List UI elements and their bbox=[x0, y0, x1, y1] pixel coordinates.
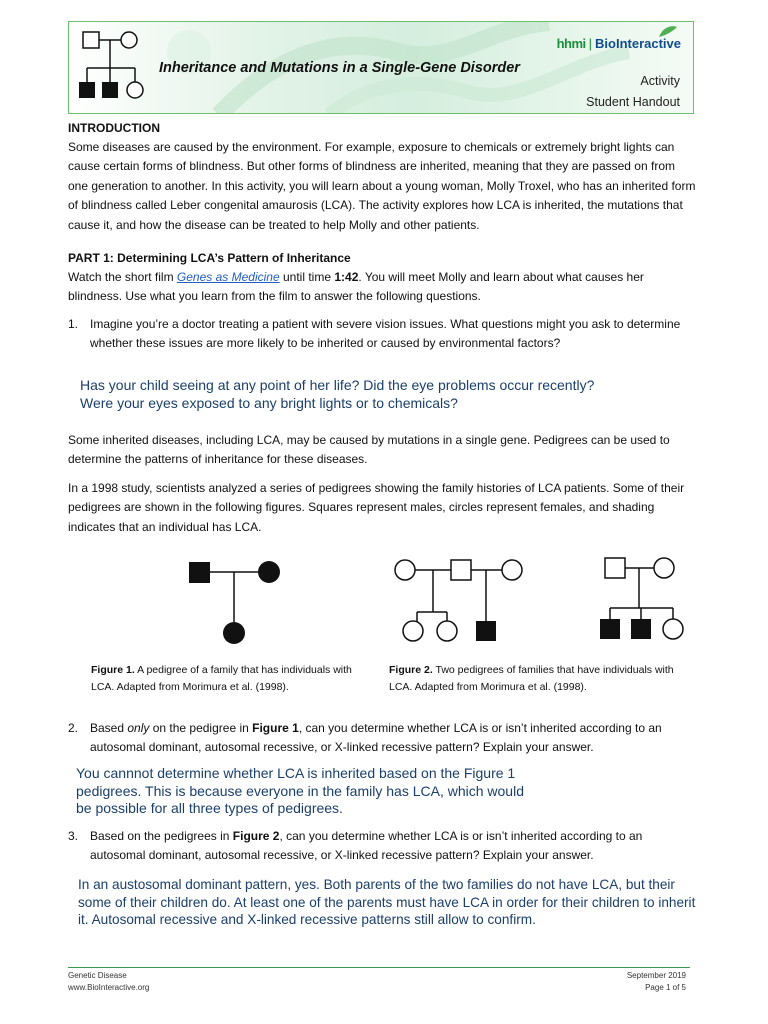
genes-as-medicine-link[interactable]: Genes as Medicine bbox=[176, 270, 280, 284]
answer-3-line-2: some of their children do. At least one of the parents must have LCA in order for their children to inherit bbox=[78, 894, 696, 910]
fig1-father-affected bbox=[189, 562, 210, 583]
answer-2-line-1: You cannnot determine whether LCA is inherited based on the Figure 1 bbox=[76, 765, 516, 781]
film-time: 1:42 bbox=[334, 270, 359, 284]
figure-2-label: Figure 2. bbox=[389, 664, 433, 676]
figure-1-caption-text: A pedigree of a family that has individuals with LCA. Adapted from Morimura et al. (1998). bbox=[91, 664, 352, 693]
fig2b-mother bbox=[654, 558, 674, 578]
question-3-number: 3. bbox=[68, 829, 79, 843]
footer-right bbox=[627, 970, 686, 994]
footer-website: www.BioInteractive.org bbox=[68, 983, 150, 992]
fig2b-son-2-affected bbox=[631, 619, 651, 639]
fig1-daughter-affected bbox=[223, 622, 245, 644]
q2-text-mid: on the pedigree in bbox=[149, 721, 253, 735]
fig2b-daughter bbox=[663, 619, 683, 639]
figure-2-pedigree-b bbox=[598, 553, 688, 648]
part1-heading: PART 1: Determining LCA’s Pattern of Inheritance bbox=[68, 251, 351, 265]
footer-divider bbox=[68, 967, 690, 968]
brand-hhmi: hhmi bbox=[556, 36, 586, 51]
part1-intro-mid: until time bbox=[279, 270, 335, 284]
figure-1-label: Figure 1. bbox=[91, 664, 135, 676]
fig1-mother-affected bbox=[258, 561, 280, 583]
q2-only: only bbox=[127, 721, 150, 735]
fig2a-mother bbox=[395, 560, 415, 580]
question-1-number: 1. bbox=[68, 317, 79, 331]
brand-separator: | bbox=[588, 36, 593, 51]
answer-1-line-2: Were your eyes exposed to any bright lights or to chemicals? bbox=[80, 394, 458, 411]
footer-page-number: Page 1 of 5 bbox=[645, 983, 686, 992]
answer-2-line-3: be possible for all three types of pedigrees. bbox=[76, 800, 343, 816]
part1-intro-before: Watch the short film bbox=[68, 270, 177, 284]
q2-figure-ref: Figure 1 bbox=[252, 721, 299, 735]
pedigree-intro-paragraph: Some inherited diseases, including LCA, may be caused by mutations in a single gene. Pedigrees can be used to determine the patterns of inheritance for these diseases. bbox=[68, 433, 670, 467]
answer-1-line-1: Has your child seeing at any point of her life? Did the eye problems occur recently? bbox=[80, 377, 595, 393]
q2-text-after: , can you determine whether LCA is or isn’t inherited according to an autosomal dominant, autosomal recessive, or X-linked recessive pattern? Explain your answer. bbox=[90, 721, 662, 755]
q2-text-before: Based bbox=[90, 721, 128, 735]
part1-intro bbox=[68, 268, 698, 307]
question-1-text: Imagine you’re a doctor treating a patient with severe vision issues. What questions might you ask to determine whether these issues are more likely to be inherited or caused by environmental factors? bbox=[90, 317, 681, 351]
footer-unit-name: Genetic Disease bbox=[68, 971, 127, 980]
q3-figure-ref: Figure 2 bbox=[232, 829, 280, 843]
footer-date: September 2019 bbox=[626, 971, 686, 980]
q3-text-before: Based on the pedigrees in bbox=[90, 829, 233, 843]
answer-3-line-1: In an austosomal dominant pattern, yes. Both parents of the two families do not have LCA, but their bbox=[78, 877, 675, 892]
pedigree-logo-icon bbox=[79, 28, 159, 108]
doc-type-activity: Activity bbox=[640, 74, 680, 88]
q3-text-after: , can you determine whether LCA is or isn’t inherited according to an autosomal dominant, autosomal recessive, or X-linked recessive pattern? Explain your answer. bbox=[90, 829, 643, 863]
figure-2-caption-text: Two pedigrees of families that have individuals with LCA. Adapted from Morimura et al. (1998). bbox=[389, 664, 674, 693]
document-type bbox=[586, 71, 680, 113]
fig2a-daughter-1 bbox=[403, 621, 423, 641]
fig2b-son-1-affected bbox=[600, 619, 620, 639]
fig2b-father bbox=[605, 558, 625, 578]
question-2-answer[interactable] bbox=[76, 765, 524, 818]
answer-2-line-2: pedigrees. This is because everyone in the family has LCA, which would bbox=[76, 782, 524, 799]
question-3-text bbox=[90, 827, 700, 866]
part1-intro-after: . You will meet Molly and learn about what causes her blindness. Use what you learn from the film to answer the following questions. bbox=[68, 270, 644, 304]
fig2a-daughter-2 bbox=[437, 621, 457, 641]
fig2a-second-wife bbox=[502, 560, 522, 580]
fig2a-father bbox=[451, 560, 471, 580]
footer-left bbox=[68, 970, 149, 994]
intro-heading: INTRODUCTION bbox=[68, 121, 160, 135]
question-1-answer[interactable] bbox=[80, 377, 594, 412]
intro-body: Some diseases are caused by the environment. For example, exposure to chemicals or extremely bright lights can cause certain forms of blindness. But other forms of blindness are inherited, meaning that they are passed on from one generation to another. In this activity, you will learn about a young woman, Molly Troxel, who has an inherited form of blindness called Leber congenital amaurosis (LCA). The activity explores how LCA is inherited, the mutations that cause it, and how the disease can be treated to help Molly and other patients. bbox=[68, 140, 696, 232]
document-title: Inheritance and Mutations in a Single-Gene Disorder bbox=[159, 60, 520, 76]
study-paragraph: In a 1998 study, scientists analyzed a series of pedigrees showing the family histories of LCA patients. Some of their pedigrees are shown in the following figures. Squares represent males, circles represent females, and shading indicates that an individual has LCA. bbox=[68, 481, 685, 534]
question-3-answer[interactable] bbox=[78, 876, 695, 929]
fig2a-son-affected bbox=[476, 621, 496, 641]
figure-2-caption bbox=[389, 662, 689, 696]
answer-3-line-3: it. Autosomal recessive and X-linked recessive patterns still allow to confirm. bbox=[78, 912, 536, 927]
figure-2-pedigree-a bbox=[390, 555, 530, 650]
brand-name: BioInteractive bbox=[595, 36, 681, 51]
doc-type-handout: Student Handout bbox=[586, 95, 680, 109]
question-2-number: 2. bbox=[68, 721, 79, 735]
question-2-text bbox=[90, 719, 700, 758]
figure-1-pedigree bbox=[180, 555, 290, 650]
brand-logo bbox=[557, 36, 681, 51]
header-banner bbox=[68, 21, 694, 114]
figure-1-caption bbox=[91, 662, 366, 696]
